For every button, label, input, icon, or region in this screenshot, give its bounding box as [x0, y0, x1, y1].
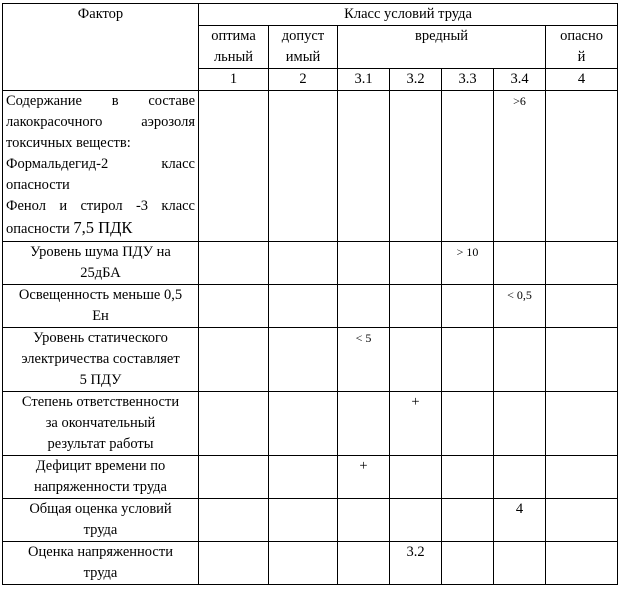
value-cell: [442, 285, 494, 328]
value-cell: [338, 242, 390, 285]
factor-cell: [3, 328, 199, 392]
value-cell: [338, 91, 390, 242]
factor-line: за окончательный: [45, 415, 156, 431]
factor-cell: [3, 499, 199, 542]
value-cell: [494, 542, 546, 585]
factor-line: Уровень шума ПДУ на: [30, 244, 171, 260]
dangerous-part-1: опаснo: [560, 28, 603, 44]
value-cell: [338, 499, 390, 542]
value-cell: [390, 328, 442, 392]
factor-cell: [3, 542, 199, 585]
factor-cell: [3, 392, 199, 456]
value-cell: < 0,5: [494, 285, 546, 328]
value-cell: [494, 328, 546, 392]
factor-line: опасности: [6, 177, 70, 193]
value-cell: [338, 542, 390, 585]
factor-text: опасности: [6, 221, 74, 237]
value-cell: [546, 91, 618, 242]
value-cell: [199, 91, 269, 242]
factor-line: результат работы: [47, 436, 154, 452]
table-row: [3, 392, 618, 456]
value-cell: [199, 456, 269, 499]
factor-line: Дефицит времени по: [35, 458, 166, 474]
value-cell: [199, 499, 269, 542]
factor-cell: [3, 91, 199, 242]
value-cell: [390, 91, 442, 242]
table-row: [3, 328, 618, 392]
value-cell: [269, 392, 338, 456]
value-cell: [199, 285, 269, 328]
value-cell: [494, 456, 546, 499]
value-cell: [546, 542, 618, 585]
optimal-part-2: льный: [213, 49, 254, 65]
factor-line: напряженности труда: [34, 479, 167, 495]
factor-line: 25дБА: [80, 265, 121, 281]
value-cell: < 5: [338, 328, 390, 392]
value-cell: [442, 456, 494, 499]
value-cell: [442, 499, 494, 542]
code-cell: 2: [269, 69, 338, 91]
factor-line: Содержание в составе: [6, 93, 195, 109]
code-cell: 1: [199, 69, 269, 91]
value-cell: [390, 285, 442, 328]
value-cell: >6: [494, 91, 546, 242]
value-cell: [269, 542, 338, 585]
code-cell: 3.2: [390, 69, 442, 91]
factor-line: Общая оценка условий: [29, 501, 172, 517]
value-cell: [199, 542, 269, 585]
table-row: [3, 285, 618, 328]
factor-cell: [3, 456, 199, 499]
value-cell: [390, 499, 442, 542]
value-cell: [199, 242, 269, 285]
factor-line-last: [6, 217, 195, 240]
table-row: [3, 499, 618, 542]
table-row: [3, 542, 618, 585]
optimal-header: [199, 26, 269, 69]
value-cell: [390, 242, 442, 285]
table-row: [3, 242, 618, 285]
value-cell: [338, 285, 390, 328]
working-conditions-table: [2, 3, 618, 585]
value-cell: [546, 328, 618, 392]
value-cell: [442, 542, 494, 585]
factor-line: токсичных веществ:: [6, 135, 131, 151]
value-cell: [442, 392, 494, 456]
value-cell: +: [390, 392, 442, 456]
factor-header: Фактор: [3, 4, 199, 91]
value-cell: [494, 392, 546, 456]
factor-line: труда: [83, 522, 118, 538]
permissible-part-2: имый: [285, 49, 321, 65]
factor-line: 5 ПДУ: [79, 372, 122, 388]
code-cell: 4: [546, 69, 618, 91]
value-cell: [338, 392, 390, 456]
factor-line: Фенол и стирол -3 класс: [6, 198, 195, 214]
code-cell: 3.4: [494, 69, 546, 91]
factor-line: лакокрасочного аэрозоля: [6, 114, 195, 130]
dangerous-header: [546, 26, 618, 69]
code-cell: 3.3: [442, 69, 494, 91]
factor-line: Степень ответственности: [21, 394, 180, 410]
factor-line: Формальдегид-2 класс: [6, 156, 195, 172]
optimal-part-1: оптима: [211, 28, 256, 44]
factor-line: Освещенность меньше 0,5: [18, 287, 183, 303]
value-cell: [494, 242, 546, 285]
value-cell: > 10: [442, 242, 494, 285]
value-cell: [546, 499, 618, 542]
dangerous-part-2: й: [577, 49, 586, 65]
class-header: Класс условий труда: [199, 4, 618, 26]
factor-line: труда: [83, 565, 118, 581]
value-cell: [390, 456, 442, 499]
harmful-header: вредный: [338, 26, 546, 69]
factor-cell: [3, 242, 199, 285]
code-cell: 3.1: [338, 69, 390, 91]
table-row: [3, 456, 618, 499]
value-cell: 3.2: [390, 542, 442, 585]
value-cell: [199, 328, 269, 392]
factor-line: Ен: [92, 308, 109, 324]
permissible-header: [269, 26, 338, 69]
value-cell: [442, 328, 494, 392]
value-cell: [546, 456, 618, 499]
factor-line: Уровень статического: [33, 330, 168, 346]
value-cell: [269, 456, 338, 499]
value-cell: [546, 242, 618, 285]
table-row: [3, 91, 618, 242]
value-cell: [269, 285, 338, 328]
header-row-1: [3, 4, 618, 26]
value-cell: [546, 285, 618, 328]
value-cell: [269, 242, 338, 285]
permissible-part-1: допуст: [281, 28, 325, 44]
value-cell: [269, 499, 338, 542]
value-cell: [269, 91, 338, 242]
value-cell: [546, 392, 618, 456]
factor-pdk-value: 7,5 ПДК: [73, 218, 133, 237]
value-cell: [442, 91, 494, 242]
value-cell: +: [338, 456, 390, 499]
factor-line: Оценка напряженности: [28, 544, 173, 560]
factor-line: электричества составляет: [21, 351, 180, 367]
value-cell: [199, 392, 269, 456]
value-cell: [269, 328, 338, 392]
value-cell: 4: [494, 499, 546, 542]
factor-cell: [3, 285, 199, 328]
